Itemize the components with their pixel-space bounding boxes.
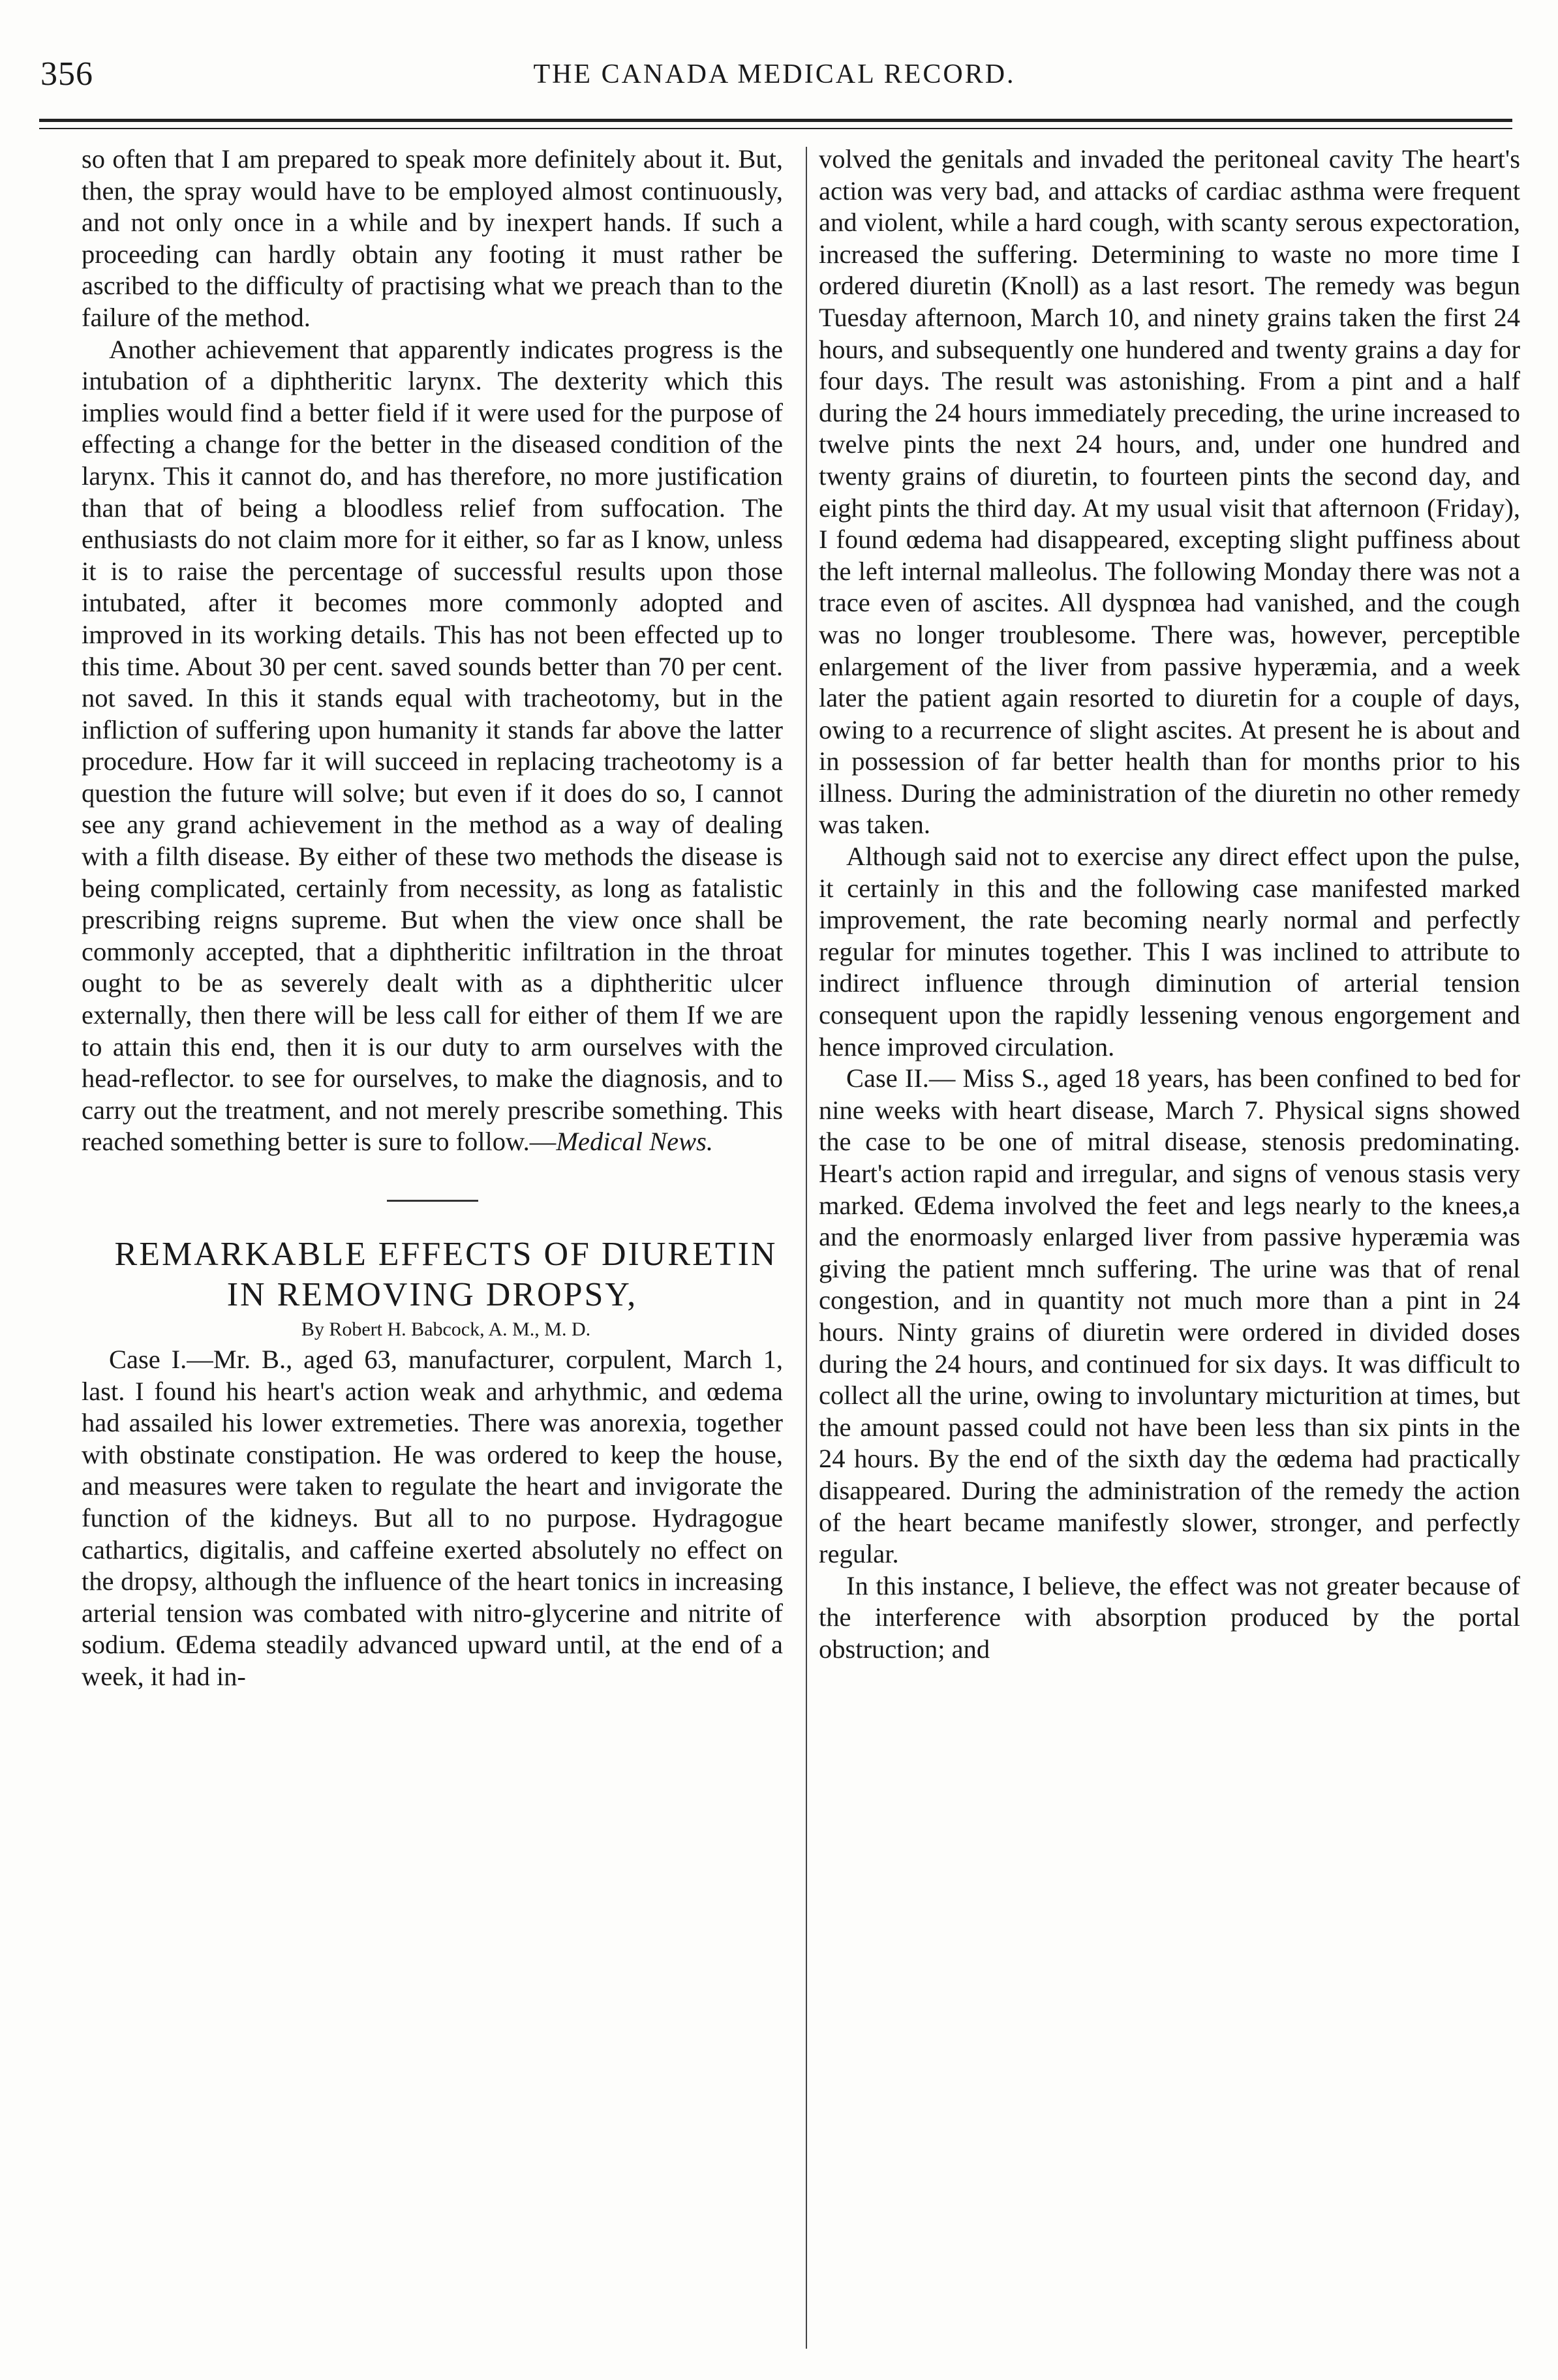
header-rule-thin bbox=[39, 128, 1512, 129]
left-column bbox=[82, 144, 783, 1693]
column-divider bbox=[806, 147, 807, 2349]
paragraph-case-one: Case I.—Mr. B., aged 63, manufacturer, corpulent, March 1, last. I found his heart's action weak and arhythmic, and œdema had assailed his lower extremeties. There was anorexia, together with obstinate constipation. He was ordered to keep the house, and measures were taken to regulate the heart and invigorate the function of the kidneys. But all to no purpose. Hydragogue cathartics, digitalis, and caffeine exerted absolutely no effect on the dropsy, although the influence of the heart tonics in increasing arterial tension was combated with nitro-glycerine and nitrite of sodium. Œdema steadily advanced upward until, at the end of a week, it had in- bbox=[82, 1345, 783, 1691]
running-title: THE CANADA MEDICAL RECORD. bbox=[533, 59, 1016, 89]
right-column bbox=[819, 144, 1520, 1666]
page-header bbox=[40, 55, 1508, 107]
paragraph-case-one-continued: volved the genitals and invaded the peritoneal cavity The heart's action was very bad, and attacks of cardiac asthma were frequent and violent, while a hard cough, with scanty serous expectoration, increased the suffering. Determining to waste no more time I ordered diuretin (Knoll) as a last resort. The remedy was begun Tuesday afternoon, March 10, and ninety grains taken the first 24 hours, and subsequently one hundered and twenty grains a day for four days. The result was astonishing. From a pint and a half during the 24 hours immediately preceding, the urine increased to twelve pints the next 24 hours, and, under one hundred and twenty grains of diuretin, to fourteen pints the second day, and eight pints the third day. At my usual visit that afternoon (Friday), I found œdema had disappeared, excepting slight puffiness about the left internal malleolus. The following Monday there was not a trace even of ascites. All dyspnœa had vanished, and the cough was no longer troublesome. There was, however, perceptible enlargement of the liver from passive hyperæmia, and a week later the patient again resorted to diuretin for a couple of days, owing to a recurrence of slight ascites. At present he is about and in possession of far better health than for months prior to his illness. During the administration of the diuretin no other remedy was taken. bbox=[819, 144, 1520, 840]
article-byline: By Robert H. Babcock, A. M., M. D. bbox=[301, 1319, 591, 1340]
paragraph-continuation: so often that I am prepared to speak more definitely about it. But, then, the spray would have to be employed almost continuously, and not only once in a while and by inexpert hands. If such a proceeding can hardly obtain any footing it must rather be ascribed to the difficulty of practising what we preach than to the failure of the method. bbox=[82, 144, 783, 332]
page-number: 356 bbox=[40, 55, 93, 93]
paragraph-case-two: Case II.— Miss S., aged 18 years, has been confined to bed for nine weeks with heart disease, March 7. Physical signs showed the case to be one of mitral disease, stenosis predominating. Heart's action rapid and irregular, and signs of venous stasis very marked. Œdema involved the feet and legs nearly to the knees,a and the enormoasly enlarged liver from passive hyperæmia was giving the patient mnch suffering. The urine was that of renal congestion, and in quantity not much more than a pint in 24 hours. Ninty grains of diuretin were ordered in divided doses during the 24 hours, and continued for six days. It was difficult to collect all the urine, owing to involuntary micturition at times, but the amount passed could not have been less than six pints in the 24 hours. By the end of the sixth day the œdema had practically disappeared. During the administration of the remedy the action of the heart became manifestly slower, stronger, and perfectly regular. bbox=[819, 1063, 1520, 1569]
paragraph-pulse-effect: Although said not to exercise any direct effect upon the pulse, it certainly in this and the following case manifested marked improvement, the rate becoming nearly normal and perfectly regular for minutes together. This I was inclined to attribute to indirect influence through diminution of arterial tension consequent upon the rapidly lessening venous engorgement and hence improved circulation. bbox=[819, 842, 1520, 1061]
paragraph-intubation-text: Another achievement that apparently indicates progress is the intubation of a diphtheritic larynx. The dexterity which this implies would find a better field if it were used for the purpose of effecting a change for the better in the diseased condition of the larynx. This it cannot do, and has therefore, no more justification than that of being a bloodless relief from suffocation. The enthusiasts do not claim more for it either, so far as I know, unless it is to raise the percentage of successful results upon those intubated, after it becomes more commonly adopted and improved in its working details. This has not been effected up to this time. About 30 per cent. saved sounds better than 70 per cent. not saved. In this it stands equal with tracheotomy, but in the infliction of suffering upon humanity it stands far above the latter procedure. How far it will succeed in replacing tracheotomy is a question the future will solve; but even if it does do so, I cannot see any grand achievement in the method as a way of dealing with a filth disease. By either of these two methods the disease is being complicated, certainly from necessity, as long as fatalistic prescribing reigns supreme. But when the view once shall be commonly accepted, that a diphtheritic infiltration in the throat ought to be as severely dealt with as a diphtheritic ulcer externally, then there will be less call for either of them If we are to attain this end, then it is our duty to arm ourselves with the head-reflector. to see for ourselves, to make the diagnosis, and to carry out the treatment, and not merely prescribe something. This reached something better is sure to follow.— bbox=[82, 334, 783, 1157]
paragraph-intubation bbox=[82, 334, 783, 1158]
header-rule-thick bbox=[39, 119, 1512, 122]
article-title: REMARKABLE EFFECTS OF DIURETIN IN REMOVING DROPSY, bbox=[114, 1236, 778, 1313]
paragraph-conclusion: In this instance, I believe, the effect was not greater because of the interference with absorption produced by the portal obstruction; and bbox=[819, 1570, 1520, 1664]
article-separator bbox=[387, 1200, 478, 1202]
source-citation: Medical News. bbox=[556, 1127, 714, 1157]
